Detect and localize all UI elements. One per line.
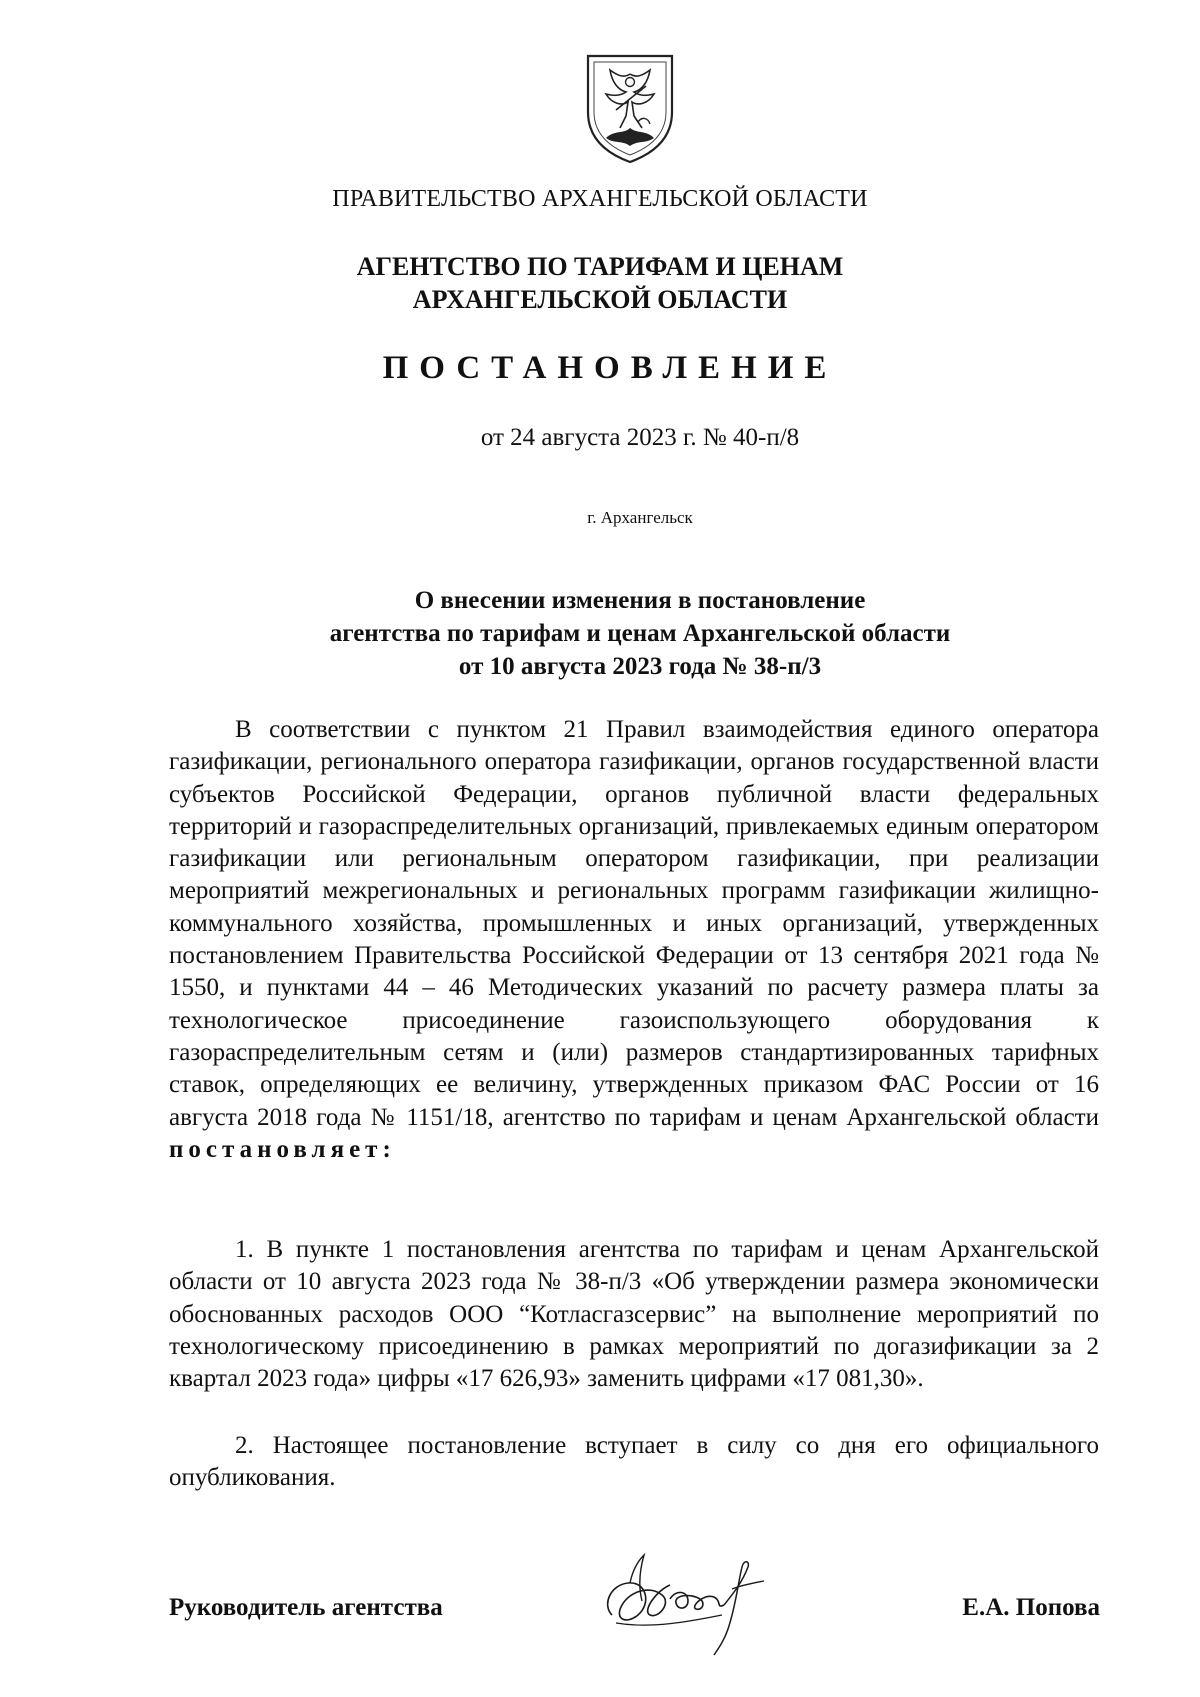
subject-line2: агентства по тарифам и ценам Архангельской области (329, 620, 951, 647)
coat-of-arms-icon (580, 52, 680, 164)
preamble-text: В соответствии с пунктом 21 Правил взаимодействия единого оператора газификации, регионального оператора газификации, органов государственной власти субъектов Российской Федерации, органов публичной власти федеральных территорий и газораспределительных организаций, привлекаемых единым оператором газификации или региональным оператором газификации, при реализации мероприятий межрегиональных и региональных программ газификации жилищно-коммунального хозяйства, промышленных и иных организаций, утвержденных постановлением Правительства Российской Федерации от 13 сентября 2021 года № 1550, и пунктами 44 – 46 Методических указаний по расчету размера платы за технологическое присоединение газоиспользующего оборудования к газораспределительным сетям и (или) размеров стандартизированных тарифных ставок, определяющих ее величину, утвержденных приказом ФАС России от 16 августа 2018 года № 1151/18, агентство по тарифам и ценам Архангельской области (169, 716, 1099, 1131)
agency-title (0, 250, 1200, 316)
preamble-paragraph (169, 714, 1099, 1166)
signatory-name: Е.А. Попова (962, 1594, 1100, 1621)
signatory-title: Руководитель агентства (169, 1594, 443, 1621)
agency-title-line2: АРХАНГЕЛЬСКОЙ ОБЛАСТИ (412, 285, 788, 314)
decree-word: постановляет: (169, 1135, 396, 1163)
document-date-number: от 24 августа 2023 г. № 40-п/8 (480, 424, 800, 451)
handwritten-signature (592, 1545, 792, 1665)
subject-line1: О внесении изменения в постановление (414, 587, 866, 614)
subject-line3: от 10 августа 2023 года № 38-п/3 (458, 653, 822, 680)
item-1-paragraph: 1. В пункте 1 постановления агентства по тарифам и ценам Архангельской области от 10 августа 2023 года № 38-п/3 «Об утверждении размера экономически обоснованных расходов ООО “Котласгазсервис” на выполнение мероприятий по технологическому присоединению в рамках мероприятий по догазификации за 2 квартал 2023 года» цифры «17 626,93» заменить цифрами «17 081,30». (169, 1236, 1099, 1393)
agency-title-line1: АГЕНТСТВО ПО ТАРИФАМ И ЦЕНАМ (356, 252, 844, 281)
document-type: ПОСТАНОВЛЕНИЕ (382, 350, 838, 386)
document-subject (0, 584, 1200, 683)
government-title: ПРАВИТЕЛЬСТВО АРХАНГЕЛЬСКОЙ ОБЛАСТИ (332, 186, 868, 212)
document-city: г. Архангельск (587, 508, 693, 527)
item-2-paragraph: 2. Настоящее постановление вступает в силу со дня его официального опубликования. (169, 1432, 1099, 1492)
